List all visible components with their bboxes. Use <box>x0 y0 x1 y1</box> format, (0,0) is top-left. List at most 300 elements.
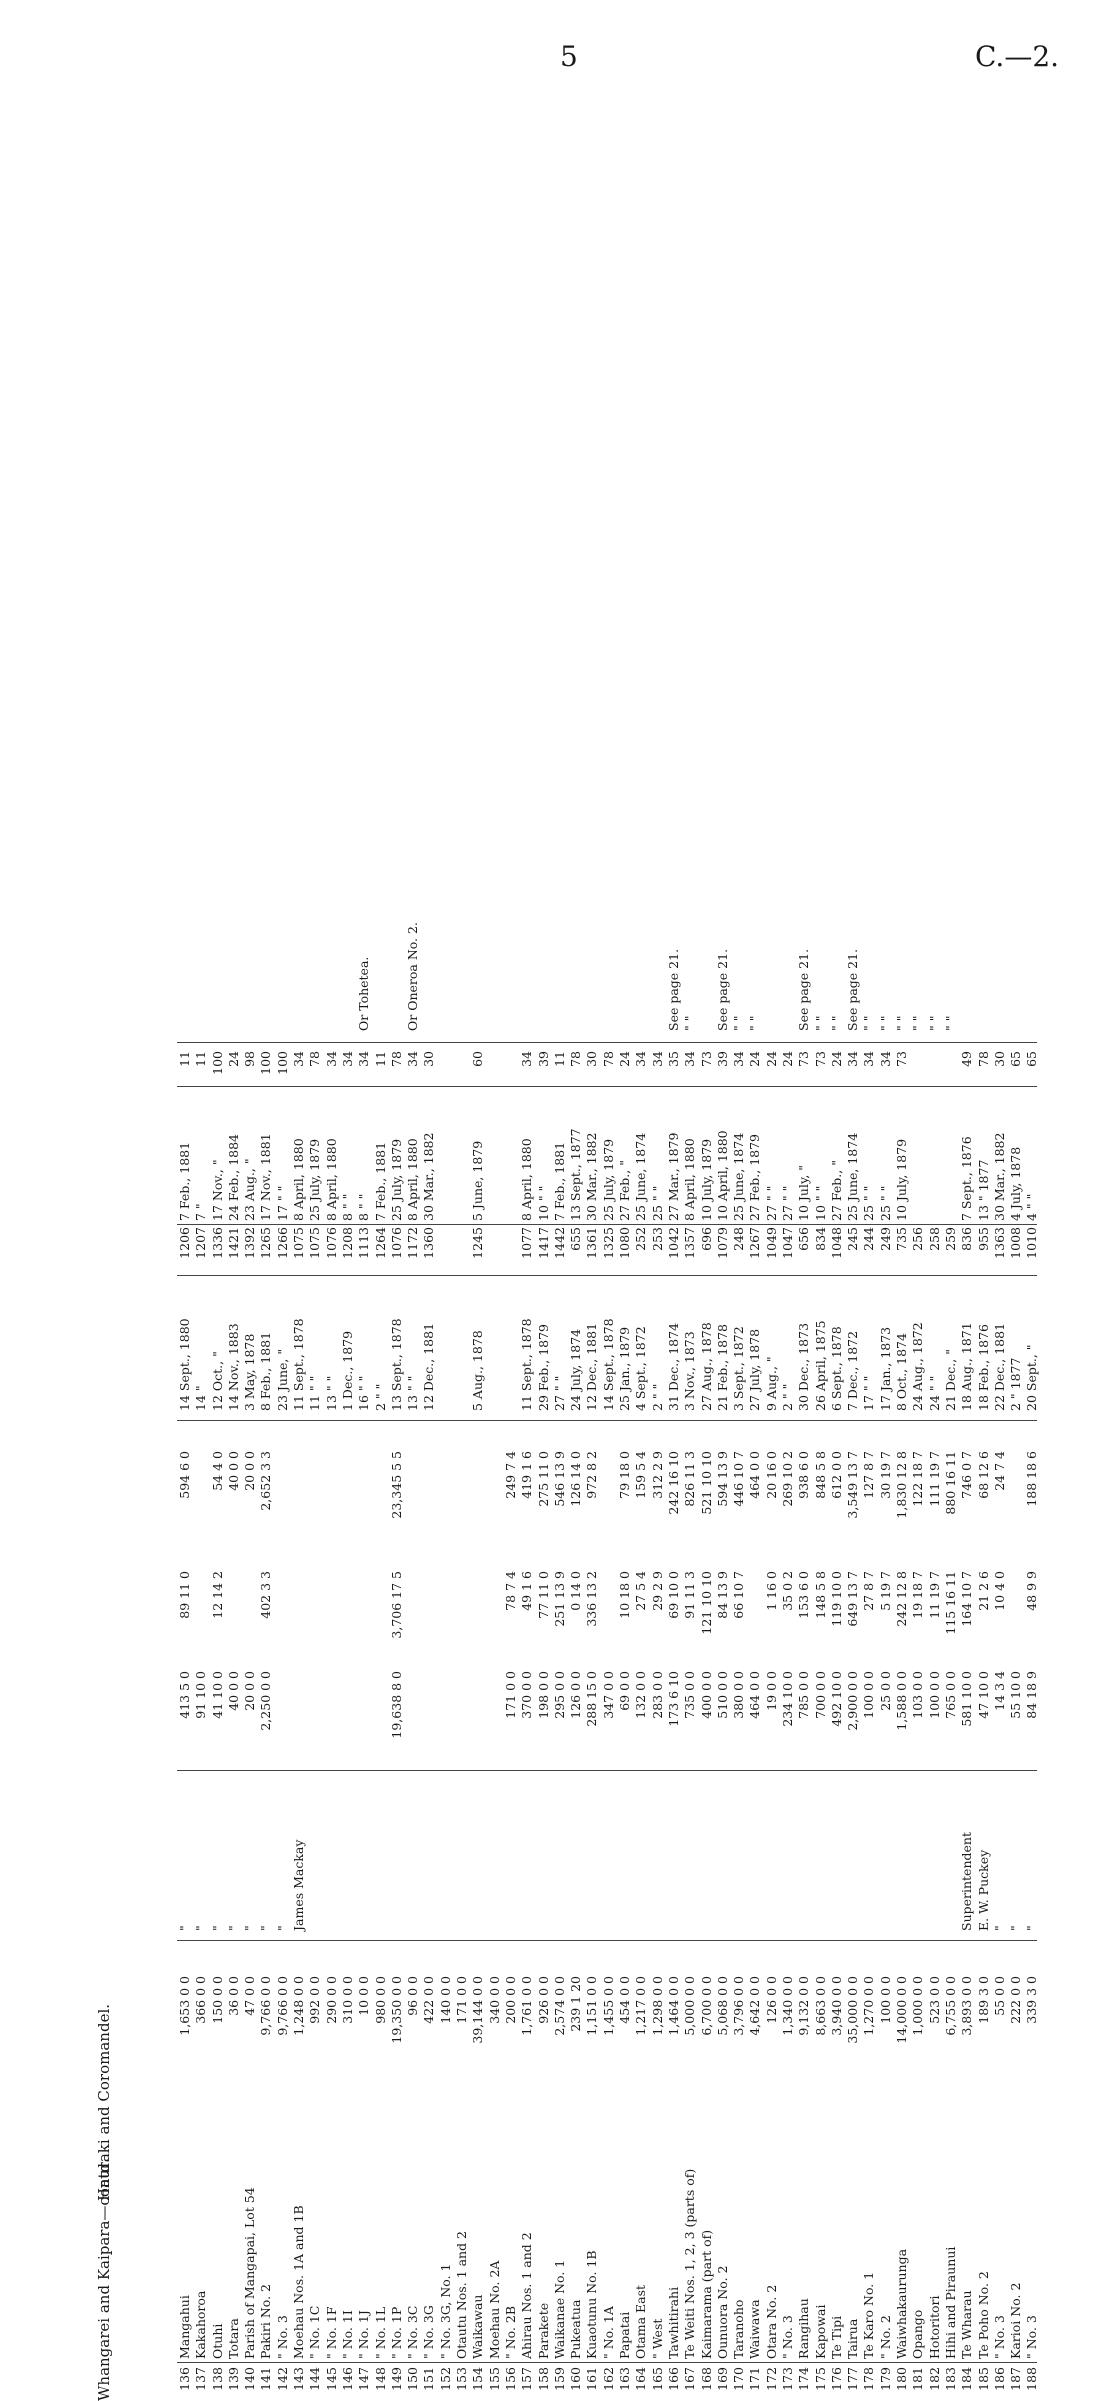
cell-date-of-deed: 24 Aug., 1872 <box>910 1322 926 1411</box>
cell-row-number: 168 <box>698 2367 714 2391</box>
cell-amount-paid: 765 0 0 <box>942 1671 958 1719</box>
cell-area: 422 0 0 <box>421 1976 437 2024</box>
cell-date-of-deed: 6 Sept., 1878 <box>828 1326 844 1411</box>
cell-date-of-deed: 12 Oct., " <box>209 1351 225 1411</box>
cell-gazette-number: 24 <box>225 1051 241 1067</box>
cell-area: 200 0 0 <box>502 1976 518 2024</box>
cell-area: 189 3 0 <box>975 1976 991 2024</box>
cell-date-gazetted: 25 July, 1879 <box>307 1138 323 1221</box>
cell-gazette-number: 78 <box>568 1051 584 1067</box>
cell-area: 1,248 0 0 <box>291 1976 307 2036</box>
cell-gazette-number: 11 <box>177 1051 192 1067</box>
table-row <box>584 701 600 2401</box>
cell-area: 523 0 0 <box>926 1976 942 2024</box>
cell-amount-paid: 171 0 0 <box>502 1671 518 1719</box>
cell-date-gazetted: 25 " " <box>649 1185 665 1221</box>
cell-area: 1,653 0 0 <box>177 1976 192 2036</box>
cell-date-gazetted: 10 July, " <box>796 1164 812 1221</box>
table-row <box>943 701 959 2401</box>
cell-date-of-deed: 14 Nov., 1883 <box>225 1323 241 1411</box>
cell-row-number: 138 <box>209 2367 225 2391</box>
cell-date-gazetted: 27 " " <box>779 1185 795 1221</box>
cell-date-of-deed: 11 Sept., 1878 <box>519 1318 535 1411</box>
cell-gazette-number: 39 <box>535 1051 551 1067</box>
cell-deed-number: 1042 <box>665 1227 681 1259</box>
cell-row-number: 155 <box>486 2367 502 2391</box>
cell-date-gazetted: 10 April, 1880 <box>714 1130 730 1221</box>
cell-row-number: 147 <box>356 2367 372 2391</box>
table-row <box>845 701 861 2401</box>
cell-total: 446 10 7 <box>731 1451 747 1507</box>
cell-date-of-deed: 8 Oct., 1874 <box>894 1333 910 1411</box>
cell-block-name: Pukeatua <box>568 2299 584 2359</box>
cell-date-gazetted: 27 Feb., " <box>617 1160 633 1221</box>
cell-row-number: 151 <box>421 2367 437 2391</box>
cell-total: 111 19 7 <box>926 1451 942 1507</box>
cell-row-number: 142 <box>274 2367 290 2391</box>
region-label-whangarei: Whangarei and Kaipara—contd. <box>95 2158 113 2401</box>
cell-block-name: Otautu Nos. 1 and 2 <box>454 2230 470 2359</box>
cell-amount-paid: 288 15 0 <box>584 1671 600 1727</box>
cell-area: 19,350 0 0 <box>388 1976 404 2044</box>
table-row <box>796 701 812 2401</box>
cell-balance: 35 0 2 <box>779 1571 795 1611</box>
cell-row-number: 162 <box>600 2367 616 2391</box>
table-row <box>454 701 470 2401</box>
cell-date-gazetted: 8 " " <box>356 1193 372 1221</box>
cell-deed-number: 1113 <box>356 1227 372 1259</box>
cell-row-number: 156 <box>502 2367 518 2391</box>
cell-date-gazetted: 4 July, 1878 <box>1008 1146 1024 1221</box>
cell-area: 1,340 0 0 <box>779 1976 795 2036</box>
cell-deed-number: 1079 <box>714 1227 730 1259</box>
cell-balance: 29 2 9 <box>649 1571 665 1611</box>
cell-gazette-number: 11 <box>551 1051 567 1067</box>
cell-area: 1,000 0 0 <box>910 1976 926 2036</box>
cell-area: 100 0 0 <box>877 1976 893 2024</box>
cell-block-name: Waiwawa <box>747 2299 763 2359</box>
cell-total: 79 18 0 <box>617 1451 633 1499</box>
cell-gazette-number: 100 <box>274 1051 290 1075</box>
cell-total: 30 19 7 <box>877 1451 893 1499</box>
cell-row-number: 180 <box>894 2367 910 2391</box>
table-row <box>976 701 992 2401</box>
cell-block-name: Mangahui <box>177 2295 192 2359</box>
cell-area: 126 0 0 <box>763 1976 779 2024</box>
cell-row-number: 146 <box>339 2367 355 2391</box>
table-row <box>389 701 405 2401</box>
cell-deed-number: 245 <box>845 1227 861 1251</box>
cell-officer: " <box>242 1925 258 1931</box>
cell-date-gazetted: 25 " " <box>861 1185 877 1221</box>
cell-amount-paid: 464 0 0 <box>747 1671 763 1719</box>
cell-remarks: See page 21. <box>845 948 861 1031</box>
cell-area: 310 0 0 <box>339 1976 355 2024</box>
cell-deed-number: 1077 <box>519 1227 535 1259</box>
cell-total: 40 0 0 <box>225 1451 241 1491</box>
cell-total: 826 11 3 <box>682 1451 698 1507</box>
cell-date-of-deed: 3 May, 1878 <box>242 1333 258 1411</box>
cell-amount-paid: 100 0 0 <box>861 1671 877 1719</box>
cell-date-of-deed: 21 Dec., " <box>942 1349 958 1411</box>
cell-amount-paid: 84 18 9 <box>1024 1671 1040 1719</box>
cell-area: 9,766 0 0 <box>274 1976 290 2036</box>
cell-deed-number: 1267 <box>747 1227 763 1259</box>
table-row <box>894 701 910 2401</box>
cell-block-name: Ounuora No. 2 <box>714 2265 730 2359</box>
cell-amount-paid: 47 10 0 <box>975 1671 991 1719</box>
cell-gazette-number: 34 <box>731 1051 747 1067</box>
cell-balance: 48 9 9 <box>1024 1571 1040 1611</box>
cell-date-gazetted: 24 Feb., 1884 <box>225 1134 241 1221</box>
cell-gazette-number: 78 <box>307 1051 323 1067</box>
table-row <box>291 701 307 2401</box>
cell-total: 594 6 0 <box>177 1451 192 1499</box>
cell-balance: 649 13 7 <box>845 1571 861 1627</box>
cell-total: 464 0 0 <box>747 1451 763 1499</box>
cell-deed-number: 1264 <box>372 1227 388 1259</box>
cell-row-number: 153 <box>454 2367 470 2391</box>
cell-area: 5,000 0 0 <box>682 1976 698 2036</box>
cell-block-name: Taranoho <box>731 2299 747 2359</box>
cell-gazette-number: 34 <box>339 1051 355 1067</box>
cell-balance: 336 13 2 <box>584 1571 600 1627</box>
cell-row-number: 182 <box>926 2367 942 2391</box>
table-row <box>421 701 437 2401</box>
cell-remarks: See page 21. <box>665 948 681 1031</box>
cell-gazette-number: 98 <box>242 1051 258 1067</box>
cell-amount-paid: 132 0 0 <box>633 1671 649 1719</box>
cell-remarks: " " <box>861 1015 877 1031</box>
cell-date-gazetted: 30 Mar., 1882 <box>584 1132 600 1221</box>
cell-date-of-deed: 13 " " <box>323 1375 339 1411</box>
cell-row-number: 176 <box>828 2367 844 2391</box>
cell-row-number: 152 <box>437 2367 453 2391</box>
cell-block-name: Te Weiti Nos. 1, 2, 3 (parts of) <box>682 2168 698 2359</box>
cell-remarks: " " <box>942 1015 958 1031</box>
cell-amount-paid: 785 0 0 <box>796 1671 812 1719</box>
cell-officer: " <box>209 1925 225 1931</box>
cell-date-gazetted: 7 Feb., 1881 <box>551 1141 567 1221</box>
cell-total: 122 18 7 <box>910 1451 926 1507</box>
cell-deed-number: 252 <box>633 1227 649 1251</box>
cell-area: 10 0 0 <box>356 1976 372 2016</box>
cell-area: 992 0 0 <box>307 1976 323 2024</box>
cell-amount-paid: 41 10 0 <box>209 1671 225 1719</box>
table-row <box>633 701 649 2401</box>
cell-remarks: Or Oneroa No. 2. <box>405 922 421 1031</box>
cell-date-of-deed: 5 Aug., 1878 <box>470 1330 486 1411</box>
cell-row-number: 143 <box>291 2367 307 2391</box>
cell-block-name: " No. 1F <box>323 2306 339 2359</box>
cell-total: 612 0 0 <box>828 1451 844 1499</box>
cell-amount-paid: 700 0 0 <box>812 1671 828 1719</box>
cell-gazette-number: 34 <box>633 1051 649 1067</box>
cell-row-number: 158 <box>535 2367 551 2391</box>
cell-gazette-number: 73 <box>894 1051 910 1067</box>
cell-remarks: " " <box>747 1015 763 1031</box>
cell-deed-number: 1076 <box>323 1227 339 1259</box>
cell-amount-paid: 581 10 0 <box>959 1671 975 1727</box>
cell-block-name: " No. 3 <box>991 2315 1007 2359</box>
cell-gazette-number: 34 <box>682 1051 698 1067</box>
cell-date-gazetted: 8 April, 1880 <box>323 1138 339 1221</box>
cell-area: 1,761 0 0 <box>519 1976 535 2036</box>
cell-date-of-deed: 13 " " <box>405 1375 421 1411</box>
table-row <box>878 701 894 2401</box>
cell-date-of-deed: 13 Sept., 1878 <box>388 1318 404 1411</box>
cell-deed-number: 1325 <box>600 1227 616 1259</box>
table-row <box>650 701 666 2401</box>
table-row <box>813 701 829 2401</box>
cell-gazette-number: 73 <box>698 1051 714 1067</box>
cell-total: 24 7 4 <box>991 1451 1007 1491</box>
cell-date-gazetted: 8 April, 1880 <box>405 1138 421 1221</box>
cell-gazette-number: 30 <box>991 1051 1007 1067</box>
cell-balance: 69 10 0 <box>665 1571 681 1619</box>
cell-row-number: 164 <box>633 2367 649 2391</box>
cell-area: 926 0 0 <box>535 1976 551 2024</box>
cell-date-gazetted: 27 Feb., " <box>828 1160 844 1221</box>
cell-area: 366 0 0 <box>193 1976 209 2024</box>
cell-date-of-deed: 3 Sept., 1872 <box>731 1326 747 1411</box>
cell-date-of-deed: 7 Dec., 1872 <box>845 1330 861 1411</box>
table-row <box>992 701 1008 2401</box>
table-row <box>666 701 682 2401</box>
cell-deed-number: 656 <box>796 1227 812 1251</box>
cell-date-gazetted: 25 June, 1874 <box>845 1132 861 1221</box>
cell-date-of-deed: 22 Dec., 1881 <box>991 1322 1007 1411</box>
cell-gazette-number: 24 <box>763 1051 779 1067</box>
cell-total: 54 4 0 <box>209 1451 225 1491</box>
cell-officer: James Mackay <box>291 1839 307 1931</box>
cell-area: 3,940 0 0 <box>828 1976 844 2036</box>
table-row <box>910 701 926 2401</box>
cell-area: 140 0 0 <box>437 1976 453 2024</box>
cell-remarks: " " <box>812 1015 828 1031</box>
cell-area: 55 0 0 <box>991 1976 1007 2016</box>
cell-row-number: 172 <box>763 2367 779 2391</box>
cell-gazette-number: 60 <box>470 1051 486 1067</box>
cell-deed-number: 244 <box>861 1227 877 1251</box>
cell-block-name: " No. 2B <box>502 2305 518 2359</box>
cell-total: 594 13 9 <box>714 1451 730 1507</box>
table-row <box>503 701 519 2401</box>
cell-date-of-deed: 24 July, 1874 <box>568 1328 584 1411</box>
cell-remarks: See page 21. <box>796 948 812 1031</box>
cell-gazette-number: 34 <box>519 1051 535 1067</box>
cell-block-name: Te Poho No. 2 <box>975 2271 991 2359</box>
cell-block-name: Moehau Nos. 1A and 1B <box>291 2205 307 2359</box>
cell-block-name: Hihi and Piraunui <box>942 2246 958 2359</box>
cell-block-name: Moehau No. 2A <box>486 2260 502 2359</box>
cell-date-of-deed: 1 Dec., 1879 <box>339 1330 355 1411</box>
table-row <box>829 701 845 2401</box>
cell-block-name: Waiwhakaurunga <box>894 2248 910 2359</box>
cell-row-number: 144 <box>307 2367 323 2391</box>
cell-row-number: 185 <box>975 2367 991 2391</box>
cell-gazette-number: 11 <box>193 1051 209 1067</box>
cell-gazette-number: 73 <box>796 1051 812 1067</box>
table-row <box>699 701 715 2401</box>
cell-deed-number: 249 <box>877 1227 893 1251</box>
table-row <box>1024 701 1040 2401</box>
cell-amount-paid: 19 0 0 <box>763 1671 779 1711</box>
cell-date-of-deed: 23 June, " <box>274 1348 290 1411</box>
cell-total: 68 12 6 <box>975 1451 991 1499</box>
cell-date-gazetted: 13 Sept., 1877 <box>568 1128 584 1221</box>
cell-total: 3,549 13 7 <box>845 1451 861 1519</box>
cell-area: 1,151 0 0 <box>584 1976 600 2036</box>
cell-deed-number: 1265 <box>258 1227 274 1259</box>
cell-block-name: " No. 1L <box>372 2306 388 2359</box>
cell-deed-number: 836 <box>959 1227 975 1251</box>
cell-block-name: Waikanae No. 1 <box>551 2259 567 2359</box>
cell-gazette-number: 65 <box>1024 1051 1040 1067</box>
cell-block-name: " No. 1P <box>388 2306 404 2359</box>
cell-date-gazetted: 4 " " <box>1024 1193 1040 1221</box>
cell-balance: 148 5 8 <box>812 1571 828 1619</box>
table-row <box>340 701 356 2401</box>
cell-date-gazetted: 25 July, 1879 <box>600 1138 616 1221</box>
cell-total: 938 6 0 <box>796 1451 812 1499</box>
cell-area: 96 0 0 <box>405 1976 421 2016</box>
cell-balance: 0 14 0 <box>568 1571 584 1611</box>
cell-gazette-number: 34 <box>356 1051 372 1067</box>
cell-total: 312 2 9 <box>649 1451 665 1499</box>
cell-area: 6,700 0 0 <box>698 1976 714 2036</box>
cell-amount-paid: 173 6 10 <box>665 1671 681 1727</box>
cell-total: 126 14 0 <box>568 1451 584 1507</box>
cell-block-name: Te Karo No. 1 <box>861 2271 877 2359</box>
cell-deed-number: 256 <box>910 1227 926 1251</box>
cell-deed-number: 253 <box>649 1227 665 1251</box>
region-label-hauraki: Hauraki and Coromandel. <box>95 2003 113 2201</box>
cell-row-number: 179 <box>877 2367 893 2391</box>
cell-block-name: Kaimarama (part of) <box>698 2229 714 2359</box>
cell-balance: 402 3 3 <box>258 1571 274 1619</box>
cell-date-gazetted: 17 " " <box>274 1185 290 1221</box>
cell-officer: " <box>177 1925 192 1931</box>
cell-deed-number: 259 <box>942 1227 958 1251</box>
cell-deed-number: 834 <box>812 1227 828 1251</box>
cell-area: 1,217 0 0 <box>633 1976 649 2036</box>
cell-remarks: " " <box>910 1015 926 1031</box>
cell-deed-number: 735 <box>894 1227 910 1251</box>
cell-area: 4,642 0 0 <box>747 1976 763 2036</box>
table-row <box>731 701 747 2401</box>
cell-gazette-number: 35 <box>665 1051 681 1067</box>
cell-deed-number: 655 <box>568 1227 584 1251</box>
cell-balance: 78 7 4 <box>502 1571 518 1611</box>
cell-remarks: " " <box>828 1015 844 1031</box>
cell-date-of-deed: 12 Dec., 1881 <box>421 1322 437 1411</box>
cell-gazette-number: 34 <box>877 1051 893 1067</box>
cell-amount-paid: 400 0 0 <box>698 1671 714 1719</box>
cell-total: 2,652 3 3 <box>258 1451 274 1511</box>
cell-balance: 3,706 17 5 <box>388 1571 404 1639</box>
cell-amount-paid: 283 0 0 <box>649 1671 665 1719</box>
cell-amount-paid: 40 0 0 <box>225 1671 241 1711</box>
cell-amount-paid: 347 0 0 <box>600 1671 616 1719</box>
table-row <box>682 701 698 2401</box>
cell-amount-paid: 370 0 0 <box>519 1671 535 1719</box>
cell-total: 159 5 4 <box>633 1451 649 1499</box>
cell-row-number: 163 <box>617 2367 633 2391</box>
cell-date-of-deed: 4 Sept., 1872 <box>633 1326 649 1411</box>
cell-date-of-deed: 16 " " <box>356 1375 372 1411</box>
cell-row-number: 181 <box>910 2367 926 2391</box>
cell-row-number: 186 <box>991 2367 1007 2391</box>
cell-block-name: Tairua <box>845 2318 861 2359</box>
cell-date-of-deed: 18 Aug., 1871 <box>959 1322 975 1411</box>
cell-date-gazetted: 8 April, 1880 <box>291 1138 307 1221</box>
cell-remarks: See page 21. <box>714 948 730 1031</box>
cell-amount-paid: 100 0 0 <box>926 1671 942 1719</box>
cell-date-of-deed: 26 April, 1875 <box>812 1320 828 1411</box>
cell-balance: 242 12 8 <box>894 1571 910 1627</box>
cell-area: 14,000 0 0 <box>894 1976 910 2044</box>
cell-block-name: Papatai <box>617 2311 633 2359</box>
cell-deed-number: 1417 <box>535 1227 551 1259</box>
page-number: 5 <box>560 40 578 73</box>
cell-total: 20 16 0 <box>763 1451 779 1499</box>
cell-total: 546 13 9 <box>551 1451 567 1507</box>
cell-date-gazetted: 13 " 1877 <box>975 1159 991 1221</box>
cell-deed-number: 258 <box>926 1227 942 1251</box>
cell-block-name: Parakete <box>535 2302 551 2359</box>
cell-area: 1,298 0 0 <box>649 1976 665 2036</box>
cell-gazette-number: 30 <box>584 1051 600 1067</box>
cell-officer: " <box>225 1925 241 1931</box>
cell-row-number: 154 <box>470 2367 486 2391</box>
cell-row-number: 139 <box>225 2367 241 2391</box>
cell-gazette-number: 11 <box>372 1051 388 1067</box>
cell-date-of-deed: 11 Sept., 1878 <box>291 1318 307 1411</box>
table-row <box>715 701 731 2401</box>
cell-balance: 84 13 9 <box>714 1571 730 1619</box>
cell-amount-paid: 69 0 0 <box>617 1671 633 1711</box>
cell-officer: E. W. Puckey <box>975 1849 991 1931</box>
cell-date-of-deed: 24 " " <box>926 1375 942 1411</box>
table-row <box>536 701 552 2401</box>
cell-deed-number: 1207 <box>193 1227 209 1259</box>
cell-officer: " <box>1008 1925 1024 1931</box>
cell-date-gazetted: 8 April, 1880 <box>682 1138 698 1221</box>
cell-date-gazetted: 25 " " <box>877 1185 893 1221</box>
cell-date-gazetted: 17 Nov., 1881 <box>258 1133 274 1221</box>
cell-date-of-deed: 14 Sept., 1878 <box>600 1318 616 1411</box>
cell-row-number: 187 <box>1008 2367 1024 2391</box>
cell-remarks: " " <box>894 1015 910 1031</box>
cell-area: 39,144 0 0 <box>470 1976 486 2044</box>
table-row <box>552 701 568 2401</box>
table-row <box>861 701 877 2401</box>
cell-balance: 164 10 7 <box>959 1571 975 1627</box>
cell-date-gazetted: 7 Sept., 1876 <box>959 1136 975 1221</box>
cell-area: 290 0 0 <box>323 1976 339 2024</box>
cell-gazette-number: 78 <box>975 1051 991 1067</box>
cell-area: 36 0 0 <box>225 1976 241 2016</box>
cell-row-number: 140 <box>242 2367 258 2391</box>
cell-row-number: 169 <box>714 2367 730 2391</box>
cell-area: 2,574 0 0 <box>551 1976 567 2036</box>
cell-balance: 21 2 6 <box>975 1571 991 1611</box>
cell-deed-number: 1208 <box>339 1227 355 1259</box>
cell-area: 9,766 0 0 <box>258 1976 274 2036</box>
cell-gazette-number: 24 <box>779 1051 795 1067</box>
cell-amount-paid: 413 5 0 <box>177 1671 192 1719</box>
